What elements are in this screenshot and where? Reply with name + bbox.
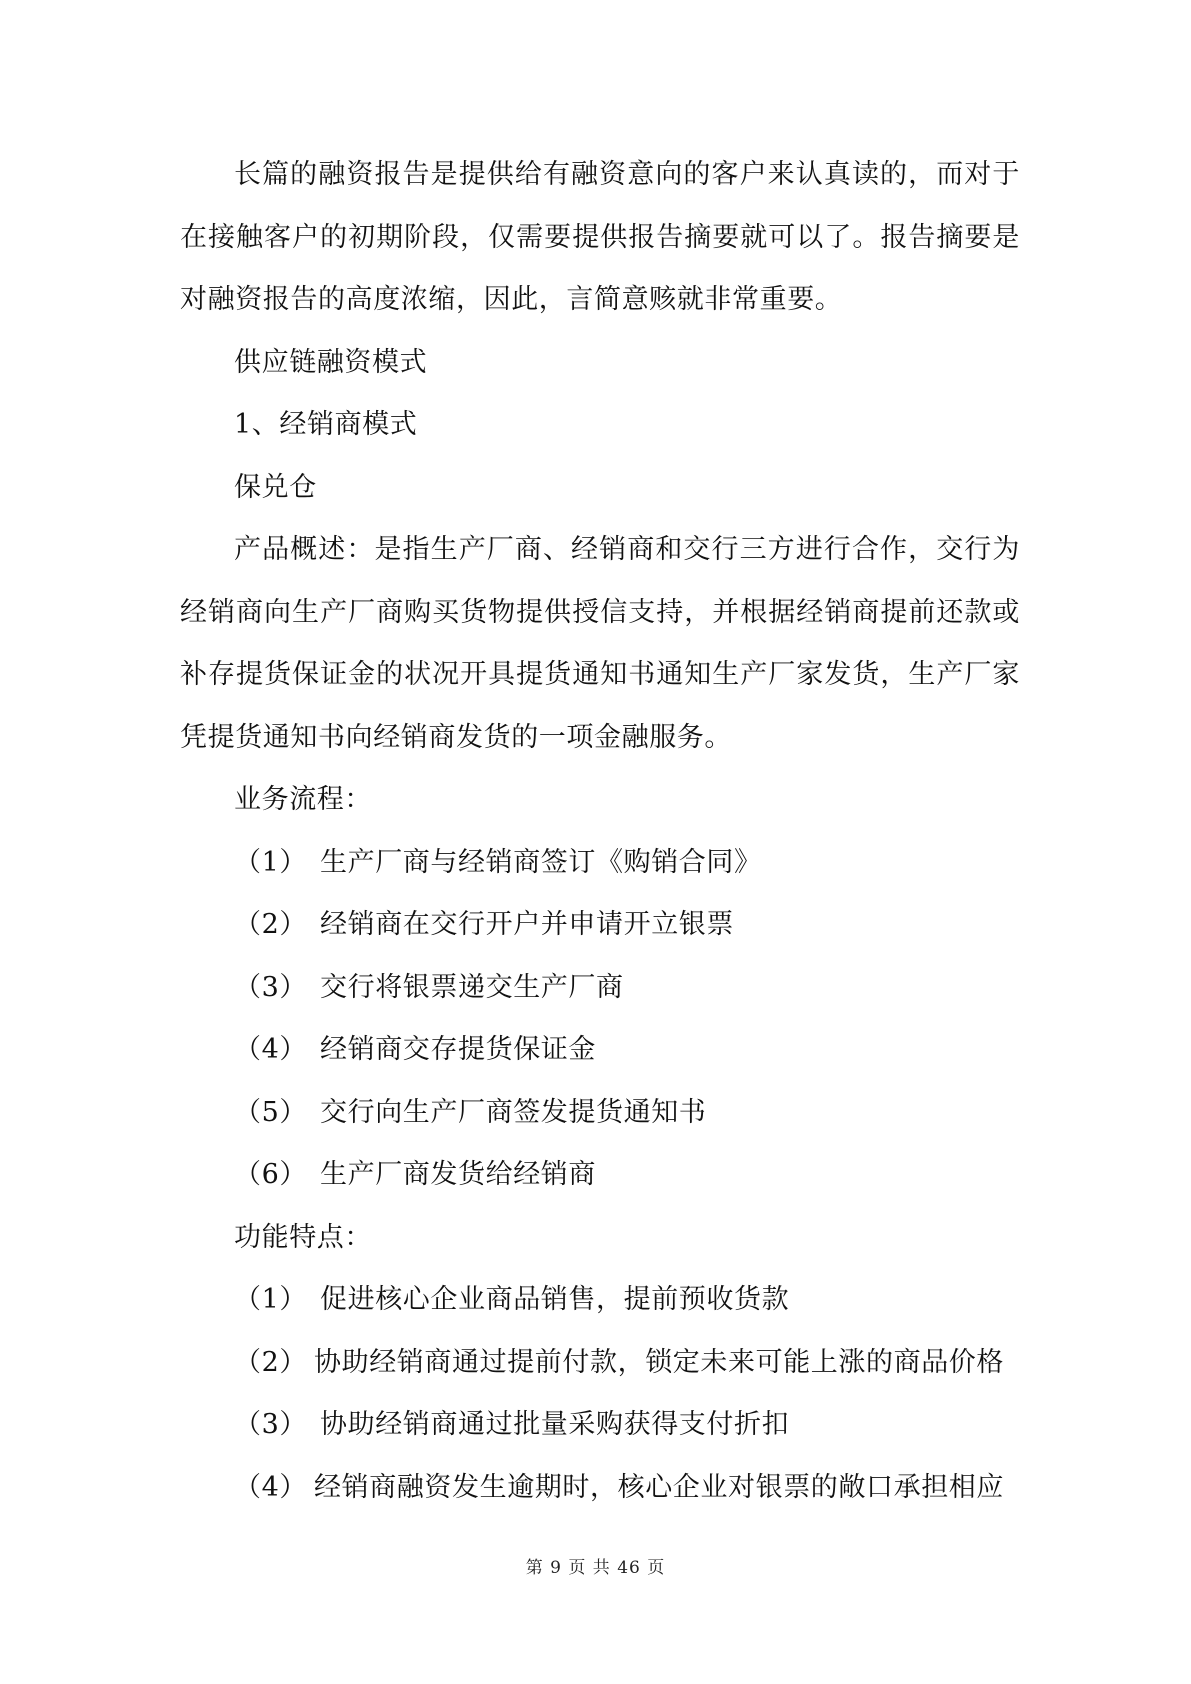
document-body (180, 144, 1020, 1519)
features-list (180, 1269, 1020, 1519)
list-item: （6） 生产厂商发货给经销商 (234, 1159, 596, 1190)
page-number-footer: 第 9 页 共 46 页 (525, 1558, 666, 1578)
process-steps-list (180, 832, 1020, 1207)
list-item: （1） 促进核心企业商品销售，提前预收货款 (234, 1284, 790, 1315)
list-item: （4） 经销商融资发生逾期时，核心企业对银票的敞口承担相应 (234, 1471, 1004, 1503)
list-item: （3） 协助经销商通过批量采购获得支付折扣 (234, 1409, 790, 1440)
list-item: （3） 交行将银票递交生产厂商 (234, 971, 624, 1003)
section-heading-features: 功能特点： (234, 1221, 372, 1253)
list-item: （2） 协助经销商通过提前付款，锁定未来可能上涨的商品价格 (234, 1346, 1004, 1378)
product-overview-paragraph: 产品概述：是指生产厂商、经销商和交行三方进行合作，交行为经销商向生产厂商购买货物提供授信支持，并根据经销商提前还款或补存提货保证金的状况开具提货通知书通知生产厂家发货，生产厂家凭提货通知书向经销商发货的一项金融服务。 (180, 534, 1020, 753)
list-item: （4） 经销商交存提货保证金 (234, 1034, 596, 1065)
section-heading-baoduicang: 保兑仓 (234, 471, 317, 503)
section-heading-business-process: 业务流程： (234, 784, 372, 815)
list-item: （1） 生产厂商与经销商签订《购销合同》 (234, 846, 762, 878)
list-item: （5） 交行向生产厂商签发提货通知书 (234, 1096, 707, 1128)
section-heading-distributor-mode: 1、经销商模式 (234, 409, 418, 440)
list-item: （2） 经销商在交行开户并申请开立银票 (234, 909, 734, 940)
section-heading-supply-chain: 供应链融资模式 (234, 346, 428, 378)
intro-paragraph: 长篇的融资报告是提供给有融资意向的客户来认真读的，而对于在接触客户的初期阶段，仅需要提供报告摘要就可以了。报告摘要是对融资报告的高度浓缩，因此，言简意赅就非常重要。 (180, 159, 1020, 315)
